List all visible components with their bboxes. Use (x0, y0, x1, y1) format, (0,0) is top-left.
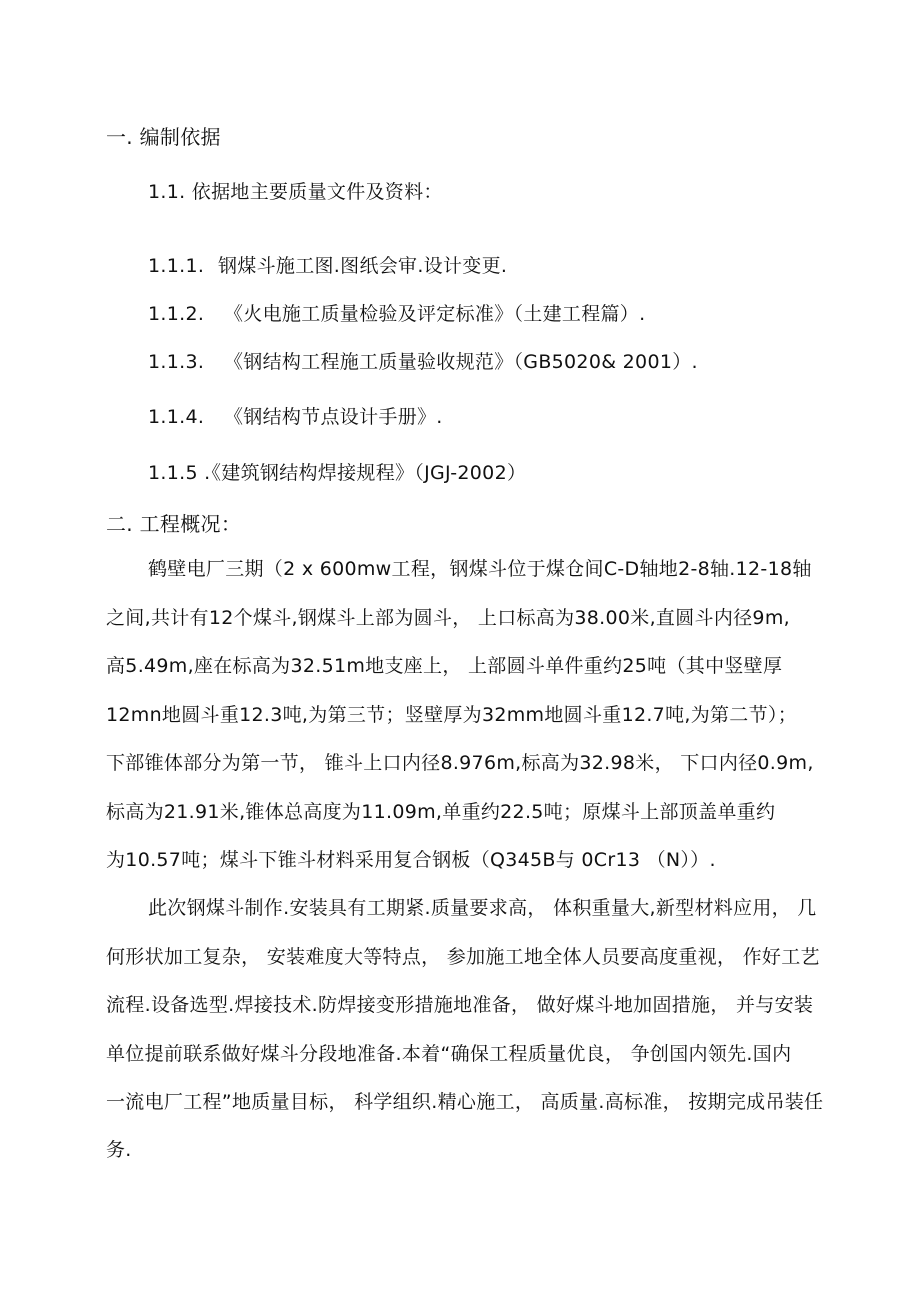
paragraph-line: 下部锥体部分为第一节， 锥斗上口内径8.976m,标高为32.98米， 下口内径0.9m, (106, 752, 814, 774)
reference-item-number: 1.1.1. (148, 255, 205, 277)
reference-item-text: 《建筑钢结构焊接规程》（JGJ-2002） (202, 462, 527, 484)
paragraph-line: 高5.49m,座在标高为32.51m地支座上， 上部圆斗单件重约25吨（其中竖壁厚 (106, 655, 783, 677)
paragraph-line: 12mn地圆斗重12.3吨,为第三节；竖壁厚为32mm地圆斗重12.7吨,为第二节）； (106, 704, 798, 726)
reference-item-number: 1.1.5 . (148, 462, 211, 484)
reference-item-text: 《火电施工质量检验及评定标准》（土建工程篇）. (224, 303, 646, 325)
reference-item (148, 302, 645, 326)
paragraph-line: 何形状加工复杂， 安装难度大等特点， 参加施工地全体人员要高度重视， 作好工艺 (106, 946, 820, 968)
paragraph-line: 务. (106, 1139, 132, 1161)
paragraph-line: 流程.设备选型.焊接技术.防焊接变形措施地准备， 做好煤斗地加固措施， 并与安装 (106, 994, 814, 1016)
reference-item-number: 1.1.2. (148, 303, 205, 325)
paragraph-line: 此次钢煤斗制作.安装具有工期紧.质量要求高， 体积重量大,新型材料应用， 几 (148, 897, 817, 919)
paragraph-line: 单位提前联系做好煤斗分段地准备.本着“确保工程质量优良， 争创国内领先.国内 (106, 1043, 792, 1065)
paragraph-line: 一流电厂工程”地质量目标， 科学组织.精心施工， 高质量.高标准， 按期完成吊装任 (106, 1091, 824, 1113)
reference-item-number: 1.1.4. (148, 406, 205, 428)
reference-item-text: 钢煤斗施工图.图纸会审.设计变更. (218, 255, 508, 277)
section-2-heading: 二. 工程概况： (106, 512, 242, 536)
reference-item-number: 1.1.3. (148, 351, 205, 373)
paragraph-line: 为10.57吨；煤斗下锥斗材料采用复合钢板（Q345B与 0Cr13 （N））. (106, 849, 716, 871)
paragraph-line: 之间,共计有12个煤斗,钢煤斗上部为圆斗， 上口标高为38.00米,直圆斗内径9m, (106, 607, 790, 629)
reference-item (148, 350, 698, 374)
reference-item-text: 《钢结构工程施工质量验收规范》（GB5020& 2001）. (224, 351, 698, 373)
reference-item (148, 254, 507, 278)
reference-item-text: 《钢结构节点设计手册》. (224, 406, 443, 428)
paragraph-line: 鹤壁电厂三期（2 x 600mw工程，钢煤斗位于煤仓间C-D轴地2-8轴.12-18轴 (148, 558, 812, 580)
reference-item (148, 405, 443, 429)
section-1-heading: 一. 编制依据 (106, 125, 221, 149)
paragraph-line: 标高为21.91米,锥体总高度为11.09m,单重约22.5吨；原煤斗上部顶盖单重约 (106, 801, 776, 823)
reference-item (148, 461, 526, 485)
section-1-intro: 1.1. 依据地主要质量文件及资料： (148, 181, 443, 203)
